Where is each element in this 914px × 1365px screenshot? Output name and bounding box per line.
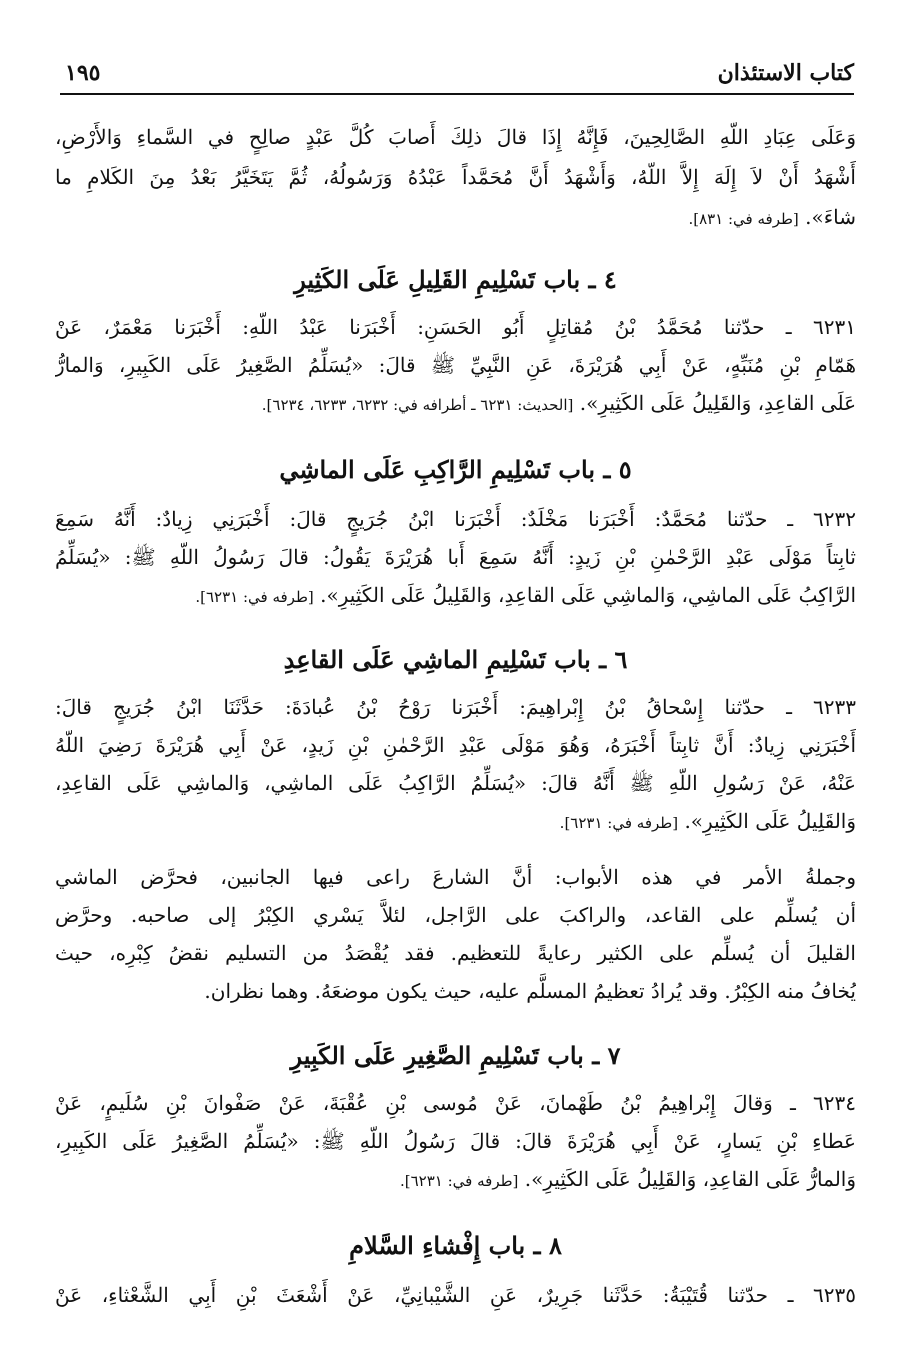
text-line [55,198,856,236]
commentary-line: أن يُسلِّم على القاعد، والراكبَ على الرَّاجل، لئلاَّ يَسْري الكِبْرُ إلى صاحبه. وحرَّض [55,903,856,927]
text-line: ٦٢٣٥ ـ حدّثنا قُتَيْبَةُ: حَدَّثَنا جَرِيرٌ، عَنِ الشَّيْبانِيِّ، عَنْ أَشْعَثَ بْنِ أَبِي الشَّعْثاءِ، عَنْ [55,1283,856,1307]
cross-reference: [الحديث: ٦٢٣١ ـ أطرافه في: ٦٢٣٢، ٦٢٣٣، ٦٢٣٤]. [261,396,574,414]
text-line: وَعَلَى عِبَادِ اللّهِ الصَّالِحِينَ، فَإِنَّهُ إِذَا قالَ ذلِكَ أَصابَ كُلَّ عَبْدٍ صالِحٍ في السَّماءِ وَالأَرْضِ، [55,125,856,149]
line-text: وَالقَلِيلُ عَلَى الكَثِيرِ». [684,809,856,833]
text-line: عَنْهُ، عَنْ رَسُولِ اللّهِ ﷺ أَنَّهُ قالَ: «يُسَلِّمُ الرَّاكِبُ عَلَى الماشِي، وَالماشِي عَلَى القاعِدِ، [55,771,856,795]
chapter-heading: ٦ ـ باب تَسْلِيمِ الماشِي عَلَى القاعِدِ [283,645,628,674]
cross-reference: [طرفه في: ٦٢٣١]. [559,814,679,832]
text-line: ٦٢٣٤ ـ وَقالَ إِبْراهِيمُ بْنُ طَهْمانَ، عَنْ مُوسى بْنِ عُقْبَةَ، عَنْ صَفْوانَ بْنِ سُلَيمٍ، عَنْ [55,1091,856,1115]
line-text: شاءَ». [805,205,856,229]
chapter-heading: ٧ ـ باب تَسْلِيمِ الصَّغِيرِ عَلَى الكَبِيرِ [290,1041,621,1070]
header-rule [60,93,854,95]
chapter-heading: ٤ ـ باب تَسْلِيمِ القَلِيلِ عَلَى الكَثِيرِ [294,265,617,294]
text-line: أَخْبَرَنِي زِيادٌ: أَنَّ ثابِتاً أَخْبَرَهُ، وَهُوَ مَوْلَى عَبْدِ الرَّحْمٰنِ بْنِ زَيدٍ، عَنْ أَبِي هُرَيْرَةَ رَضِيَ اللّهُ [55,733,856,757]
line-text: عَلَى القاعِدِ، وَالقَلِيلُ عَلَى الكَثِيرِ». [579,391,856,415]
text-line: ٦٢٣٣ ـ حدّثنا إِسْحاقُ بْنُ إِبْراهِيمَ: أَخْبَرَنا رَوْحُ بْنُ عُبادَةَ: حَدَّثَنَا ابْنُ جُرَيجٍ قالَ: [55,695,856,719]
text-line: عَطاءِ بْنِ يَسارٍ، عَنْ أَبِي هُرَيْرَةَ قالَ: قالَ رَسُولُ اللّهِ ﷺ: «يُسَلِّمُ الصَّغِيرُ عَلَى الكَبِيرِ، [55,1129,856,1153]
cross-reference: [طرفه في: ٨٣١]. [688,210,799,228]
text-line: ٦٢٣١ ـ حدّثنا مُحَمَّدُ بْنُ مُقاتِلٍ أَبُو الحَسَنِ: أَخْبَرَنا عَبْدُ اللّهِ: أَخْبَرَنا مَعْمَرٌ، عَنْ [55,315,856,339]
commentary-line: وجملةُ الأمر في هذه الأبواب: أنَّ الشارعَ راعى فيها الجانبين، فحرَّض الماشي [55,865,856,889]
text-line [55,802,856,840]
chapter-heading: ٥ ـ باب تَسْلِيمِ الرَّاكِبِ عَلَى الماشِي [279,455,632,484]
chapter-heading: ٨ ـ باب إِفْشاءِ السَّلامِ [349,1231,562,1260]
book-title: كتاب الاستئذان [717,60,854,86]
line-text: وَالمارُّ عَلَى القاعِدِ، وَالقَلِيلُ عَلَى الكَثِيرِ». [524,1167,856,1191]
text-line: ثابِتاً مَوْلَى عَبْدِ الرَّحْمٰنِ بْنِ زَيدٍ: أَنَّهُ سَمِعَ أَبا هُرَيْرَةَ يَقُولُ: قالَ رَسُولُ اللّهِ ﷺ: «يُسَلِّمُ [55,545,856,569]
commentary-line: يُخافُ منه الكِبْرُ. وقد يُرادُ تعظيمُ المسلَّم عليه، حيث يكون موضعَهُ. وهما نظران. [204,979,856,1003]
text-line [55,576,856,614]
text-line [55,1160,856,1198]
running-header [65,60,854,90]
text-line: هَمّامِ بْنِ مُنَبِّهٍ، عَنْ أَبِي هُرَيْرَةَ، عَنِ النَّبِيِّ ﷺ قالَ: «يُسَلِّمُ الصَّغِيرُ عَلَى الكَبِيرِ، وَالمارُّ [55,353,856,377]
cross-reference: [طرفه في: ٦٢٣١]. [400,1172,519,1190]
cross-reference: [طرفه في: ٦٢٣١]. [195,588,314,606]
text-line [55,384,856,422]
text-line: ٦٢٣٢ ـ حدّثنا مُحَمَّدٌ: أَخْبَرَنا مَخْلَدٌ: أَخْبَرَنا ابْنُ جُرَيجٍ قالَ: أَخْبَرَنِي زِيادٌ: أَنَّهُ سَمِعَ [55,507,856,531]
text-line: أَشْهَدُ أَنْ لاَ إِلَهَ إِلاَّ اللّهُ، وَأَشْهَدُ أَنَّ مُحَمَّداً عَبْدُهُ وَرَسُولُهُ، ثُمَّ يَتَخَيَّرُ بَعْدُ مِنَ الكَلامِ ما [55,165,856,189]
line-text: الرَّاكِبُ عَلَى الماشِي، وَالماشِي عَلَى القاعِدِ، وَالقَلِيلُ عَلَى الكَثِيرِ». [320,583,856,607]
commentary-line: القليلَ أن يُسلِّم على الكثير رعايةً للتعظيم. فقد يُقْصَدُ من التسليم نقضُ كِبْرِه، حيث [55,941,856,965]
page-number: ١٩٥ [65,60,101,86]
